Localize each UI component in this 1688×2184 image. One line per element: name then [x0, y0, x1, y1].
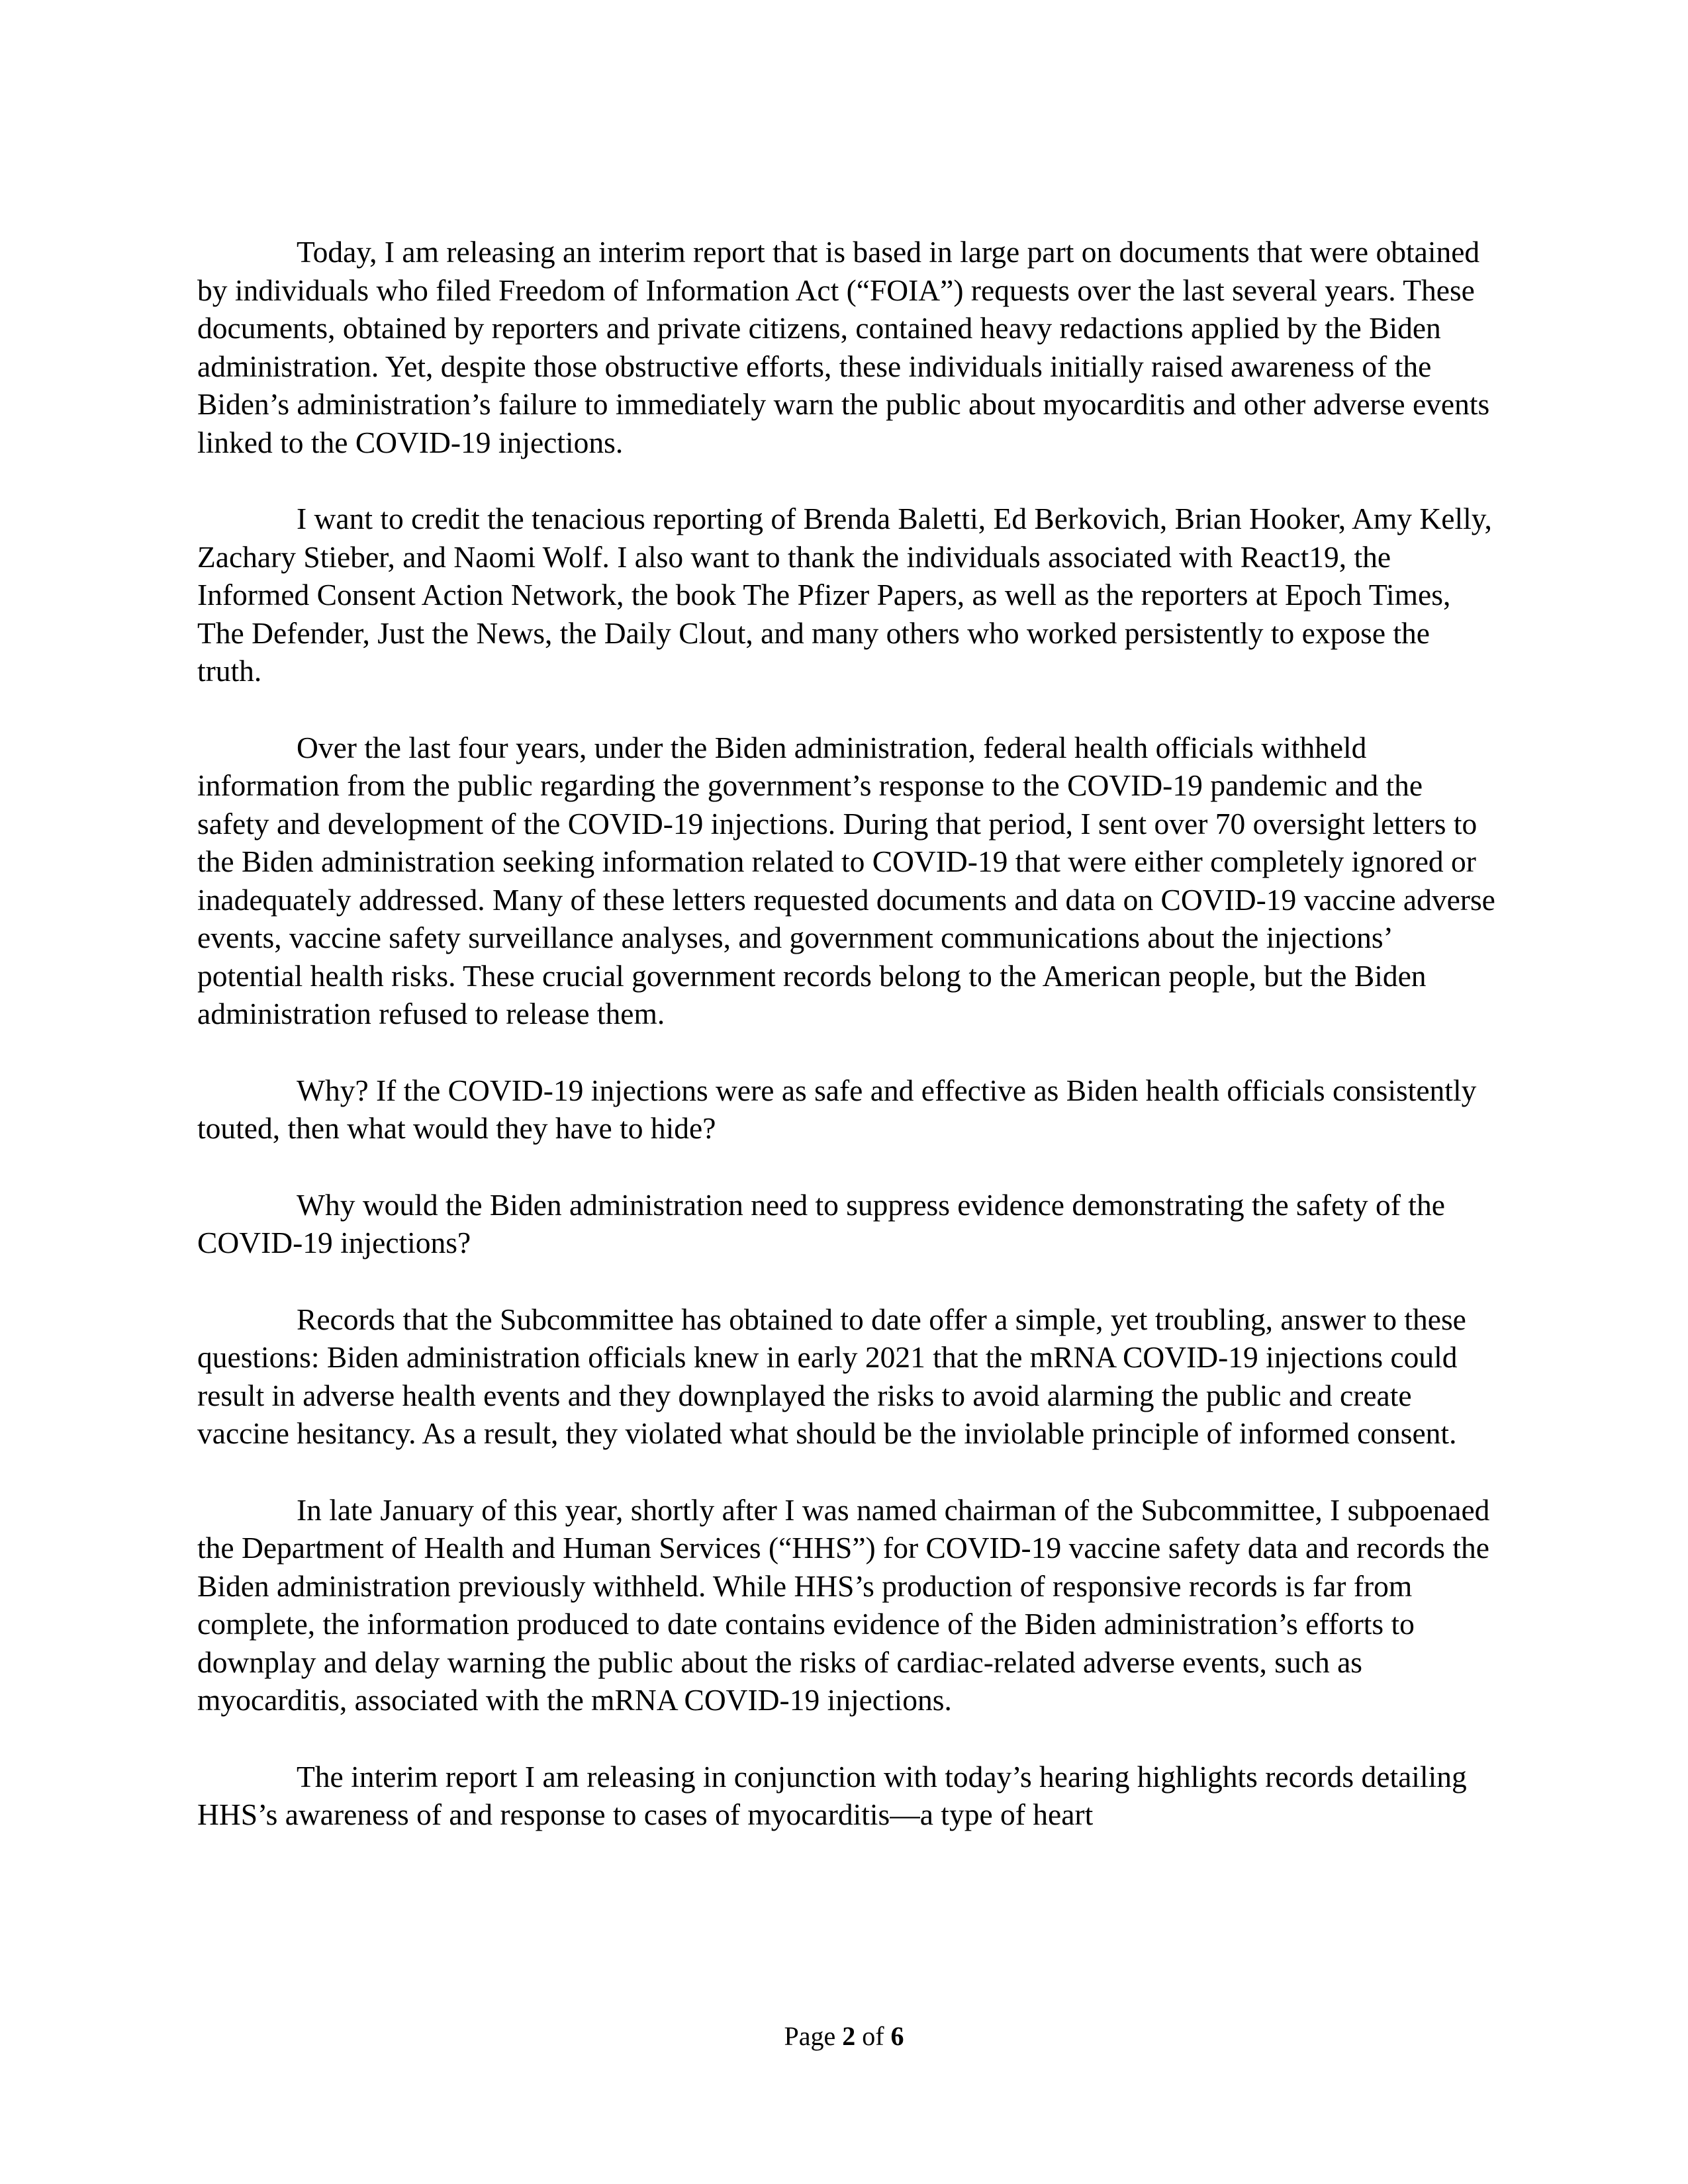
paragraph: In late January of this year, shortly after I was named chairman of the Subcommittee, I subpoenaed the Department of Health and Human Services (“HHS”) for COVID-19 vaccine safety data and records the Biden administration previously withheld. While HHS’s production of responsive records is far from complete, the information produced to date contains evidence of the Biden administration’s efforts to downplay and delay warning the public about the risks of cardiac-related adverse events, such as myocarditis, associated with the mRNA COVID-19 injections.: [197, 1492, 1490, 1717]
body-text: [197, 233, 1496, 1872]
page-number-footer: [0, 2020, 1688, 2053]
total-page-count: 6: [890, 2021, 904, 2051]
page-label: Page: [784, 2021, 836, 2051]
current-page-number: 2: [842, 2021, 856, 2051]
paragraph: Why would the Biden administration need to suppress evidence demonstrating the safety of the COVID-19 injections?: [197, 1187, 1445, 1259]
page-of-label: of: [862, 2021, 884, 2051]
paragraph: Today, I am releasing an interim report that is based in large part on documents that were obtained by individuals who filed Freedom of Information Act (“FOIA”) requests over the last several years. These documents, obtained by reporters and private citizens, contained heavy redactions applied by the Biden administration. Yet, despite those obstructive efforts, these individuals initially raised awareness of the Biden’s administration’s failure to immediately warn the public about myocarditis and other adverse events linked to the COVID-19 injections.: [197, 235, 1490, 459]
paragraph: Why? If the COVID-19 injections were as safe and effective as Biden health officials consistently touted, then what would they have to hide?: [197, 1073, 1477, 1145]
paragraph: The interim report I am releasing in conjunction with today’s hearing highlights records detailing HHS’s awareness of and response to cases of myocarditis—a type of heart: [197, 1759, 1467, 1831]
paragraph: Records that the Subcommittee has obtained to date offer a simple, yet troubling, answer to these questions: Biden administration officials knew in early 2021 that the mRNA COVID-19 injections could result in adverse health events and they downplayed the risks to avoid alarming the public and create vaccine hesitancy. As a result, they violated what should be the inviolable principle of informed consent.: [197, 1302, 1466, 1450]
paragraph: I want to credit the tenacious reporting of Brenda Baletti, Ed Berkovich, Brian Hooker, Amy Kelly, Zachary Stieber, and Naomi Wolf. I also want to thank the individuals associated with React19, the Informed Consent Action Network, the book The Pfizer Papers, as well as the reporters at Epoch Times, The Defender, Just the News, the Daily Clout, and many others who worked persistently to expose the truth.: [197, 502, 1492, 688]
paragraph: Over the last four years, under the Biden administration, federal health officials withheld information from the public regarding the government’s response to the COVID-19 pandemic and the safety and development of the COVID-19 injections. During that period, I sent over 70 oversight letters to the Biden administration seeking information related to COVID-19 that were either completely ignored or inadequately addressed. Many of these letters requested documents and data on COVID-19 vaccine adverse events, vaccine safety surveillance analyses, and government communications about the injections’ potential health risks. These crucial government records belong to the American people, but the Biden administration refused to release them.: [197, 730, 1495, 1030]
